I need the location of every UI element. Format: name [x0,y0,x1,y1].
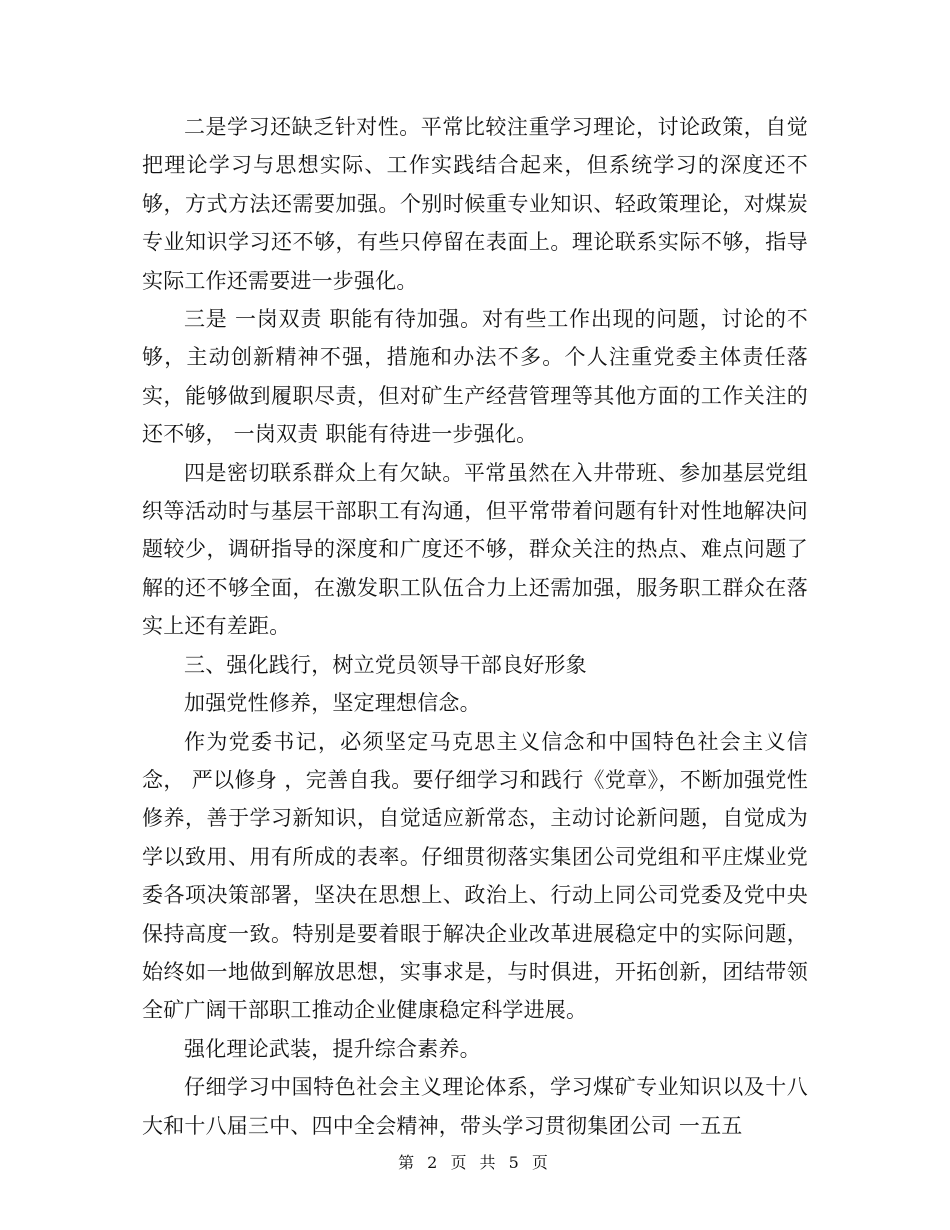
paragraph-party-secretary: 作为党委书记，必须坚定马克思主义信念和中国特色社会主义信念， 严以修身 ，完善自我。要仔细学习和践行《党章》，不断加强党性修养，善于学习新知识，自觉适应新常态，主动讨论新问题，自觉成为学以致用、用有所成的表率。仔细贯彻落实集团公司党组和平庄煤业党委各项决策部署，坚决在思想上、政治上、行动上同公司党委及党中央保持高度一致。特别是要着眼于解决企业改革进展稳定中的实际问题，始终如一地做到解放思想，实事求是，与时俱进，开拓创新，团结带领全矿广阔干部职工推动企业健康稳定科学进展。 [142,729,808,1023]
subheading-party-spirit: 加强党性修养，坚定理想信念。 [184,691,481,716]
paragraph-theory-study: 仔细学习中国特色社会主义理论体系，学习煤矿专业知识以及十八大和十八届三中、四中全会精神，带头学习贯彻集团公司 一五五 [142,1075,808,1138]
section-heading: 三、强化践行，树立党员领导干部良好形象 [184,652,587,677]
document-body [142,108,808,1145]
paragraph-contact-masses: 四是密切联系群众上有欠缺。平常虽然在入井带班、参加基层党组织等活动时与基层干部职工有沟通，但平常带着问题有针对性地解决问题较少，调研指导的深度和广度还不够，群众关注的热点、难点问题了解的还不够全面，在激发职工队伍合力上还需加强，服务职工群众在落实上还有差距。 [142,460,808,639]
subheading-theory: 强化理论武装，提升综合素养。 [184,1036,481,1061]
paragraph-dual-responsibility: 三是 一岗双责 职能有待加强。对有些工作出现的问题，讨论的不够，主动创新精神不强，措施和办法不多。个人注重党委主体责任落实，能够做到履职尽责，但对矿生产经营管理等其他方面的工作关注的还不够， 一岗双责 职能有待进一步强化。 [142,307,808,447]
page-footer: 第 2 页 共 5 页 [398,1153,552,1172]
paragraph-learning-focus: 二是学习还缺乏针对性。平常比较注重学习理论，讨论政策，自觉把理论学习与思想实际、工作实践结合起来，但系统学习的深度还不够，方式方法还需要加强。个别时候重专业知识、轻政策理论，对煤炭专业知识学习还不够，有些只停留在表面上。理论联系实际不够，指导实际工作还需要进一步强化。 [142,115,808,293]
